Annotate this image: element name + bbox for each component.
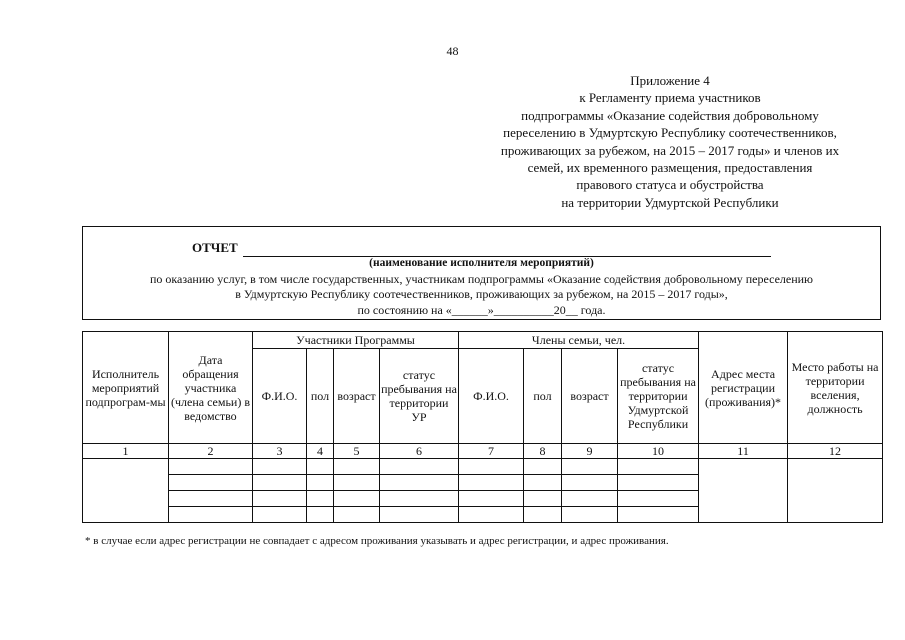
table-cell — [334, 475, 380, 491]
appendix-line: семей, их временного размещения, предоставления — [527, 160, 813, 176]
column-number: 9 — [562, 444, 618, 459]
column-number: 12 — [788, 444, 883, 459]
table-cell — [334, 459, 380, 475]
table-cell — [253, 507, 307, 523]
appendix-line: к Регламенту приема участников — [579, 90, 761, 106]
table-cell — [562, 491, 618, 507]
table-cell — [459, 475, 524, 491]
table-cell — [524, 507, 562, 523]
table-cell — [307, 459, 334, 475]
column-number: 1 — [83, 444, 169, 459]
appendix-line: проживающих за рубежом, на 2015 – 2017 годы» и членов их — [500, 142, 840, 158]
column-number: 8 — [524, 444, 562, 459]
header-family-fio: Ф.И.О. — [459, 349, 524, 444]
column-number-row — [83, 444, 883, 459]
table-cell — [253, 491, 307, 507]
header-participant-fio: Ф.И.О. — [253, 349, 307, 444]
report-table — [82, 331, 883, 523]
table-cell — [253, 459, 307, 475]
table-cell — [380, 507, 459, 523]
header-address: Адрес места регистрации (проживания)* — [699, 332, 788, 444]
column-number: 2 — [169, 444, 253, 459]
column-number: 7 — [459, 444, 524, 459]
table-cell — [307, 507, 334, 523]
table-cell — [83, 459, 169, 523]
table-cell — [334, 507, 380, 523]
table-cell — [618, 459, 699, 475]
table-cell — [562, 459, 618, 475]
table-cell — [562, 507, 618, 523]
table-cell — [169, 475, 253, 491]
table-cell — [618, 507, 699, 523]
column-number: 11 — [699, 444, 788, 459]
table-cell — [788, 459, 883, 523]
column-number: 10 — [618, 444, 699, 459]
report-header-box — [82, 226, 881, 320]
table-cell — [380, 491, 459, 507]
table-cell — [699, 459, 788, 523]
column-number: 4 — [307, 444, 334, 459]
report-date-line: по состоянию на «______»__________20__ года. — [357, 303, 606, 317]
table-header-row — [83, 332, 883, 349]
column-number: 6 — [380, 444, 459, 459]
footnote: * в случае если адрес регистрации не совпадает с адресом проживания указывать и адрес регистрации, и адрес проживания. — [85, 535, 669, 547]
table-cell — [307, 475, 334, 491]
report-description-line2: в Удмуртскую Республику соотечественников, проживающих за рубежом, на 2015 – 2017 годы», — [235, 287, 728, 301]
table-cell — [169, 491, 253, 507]
appendix-line: на территории Удмуртской Республики — [561, 194, 779, 210]
header-family-status: статус пребывания на территории Удмуртской Республики — [618, 349, 699, 444]
table-cell — [253, 475, 307, 491]
table-cell — [524, 459, 562, 475]
report-title: ОТЧЕТ — [192, 240, 238, 255]
report-subtitle: (наименование исполнителя мероприятий) — [369, 257, 594, 269]
appendix-line: подпрограммы «Оказание содействия добровольному — [521, 107, 819, 123]
appendix-line: Приложение 4 — [630, 73, 710, 88]
table-cell — [562, 475, 618, 491]
table-cell — [334, 491, 380, 507]
appendix-line: переселению в Удмуртскую Республику соотечественников, — [503, 125, 837, 141]
header-participant-sex: пол — [307, 349, 334, 444]
header-participant-age: возраст — [334, 349, 380, 444]
table-row — [83, 459, 883, 475]
table-cell — [380, 459, 459, 475]
column-number: 5 — [334, 444, 380, 459]
appendix-line: правового статуса и обустройства — [576, 177, 764, 193]
table-cell — [169, 459, 253, 475]
page-number: 48 — [446, 44, 459, 58]
table-cell — [459, 459, 524, 475]
table-cell — [380, 475, 459, 491]
table-cell — [524, 491, 562, 507]
header-date: Дата обращения участника (члена семьи) в ведомство — [169, 332, 253, 444]
header-participant-status: статус пребывания на территории УР — [380, 349, 459, 444]
column-number: 3 — [253, 444, 307, 459]
report-description-line1: по оказанию услуг, в том числе государственных, участникам подпрограммы «Оказание содействия добровольному переселению — [149, 272, 814, 286]
appendix-header — [455, 72, 885, 211]
table-cell — [459, 507, 524, 523]
header-executor: Исполнитель мероприятий подпрограм-мы — [83, 332, 169, 444]
header-family-age: возраст — [562, 349, 618, 444]
header-family-group: Члены семьи, чел. — [459, 332, 699, 349]
table-cell — [524, 475, 562, 491]
table-cell — [618, 475, 699, 491]
table-cell — [618, 491, 699, 507]
header-work: Место работы на территории вселения, должность — [788, 332, 883, 444]
table-cell — [307, 491, 334, 507]
table-cell — [169, 507, 253, 523]
header-participants-group: Участники Программы — [253, 332, 459, 349]
table-cell — [459, 491, 524, 507]
header-family-sex: пол — [524, 349, 562, 444]
